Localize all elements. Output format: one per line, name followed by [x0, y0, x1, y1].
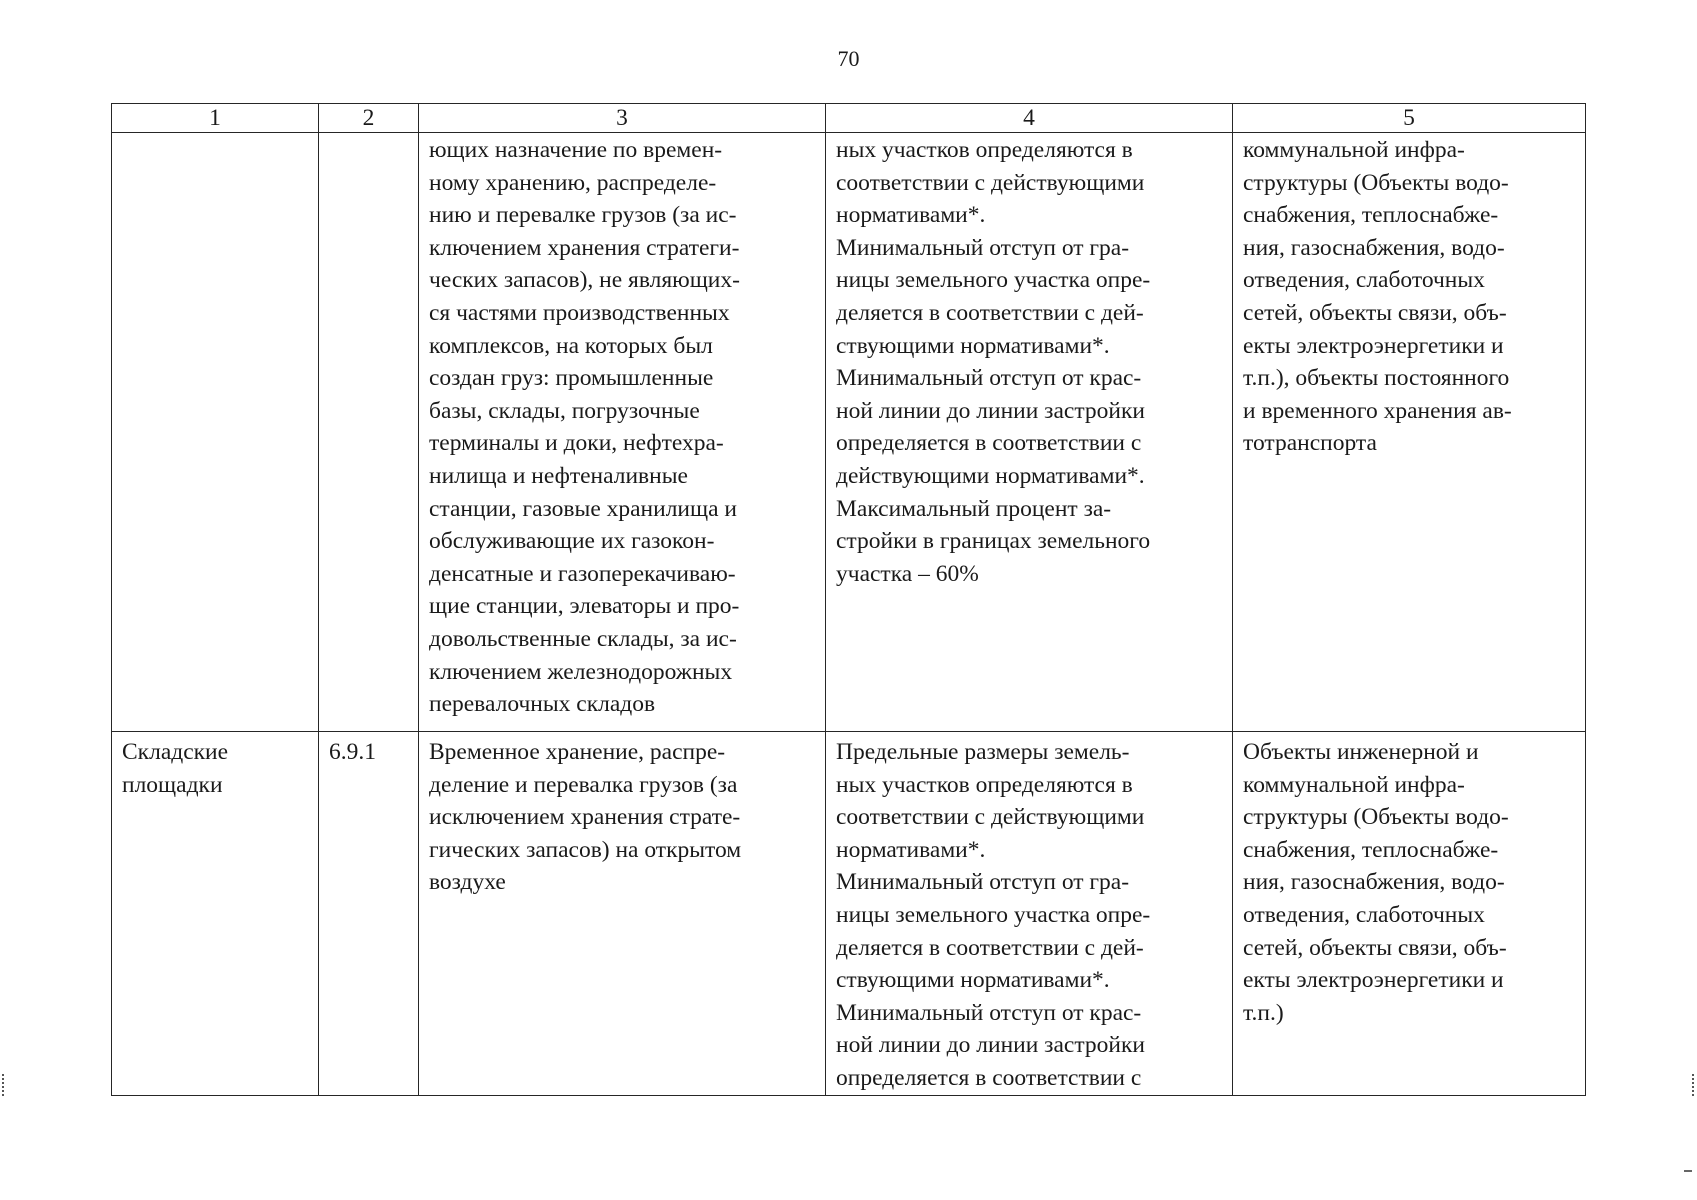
column-header-2: 2	[319, 104, 419, 133]
table-row	[112, 133, 1586, 732]
auxiliary-uses-cell	[1233, 133, 1586, 732]
use-name-cell	[112, 133, 319, 732]
parameters-cell	[826, 732, 1233, 1096]
parameters-text: ных участков определяются в соответствии с действующими нормативами*. Минимальный отступ от гра- ницы земельного участка опре- деляется в соответствии с дей- ствующими нормативами*. Минимальный отступ от крас- ной линии до линии застройки определяется в соответствии с действующими нормативами*. Максимальный процент за- стройки в границах земельного участка – 60%	[836, 137, 1151, 587]
description-text: Временное хранение, распре- деление и перевалка грузов (за исключением хранения страте- гических запасов) на открытом воздухе	[429, 739, 742, 896]
description-text: ющих назначение по времен- ному хранению, распределе- нию и перевалке грузов (за ис- ключением хранения стратеги- ческих запасов), не являющих- ся частями производственных комплексов, на которых был создан груз: промышленные базы, склады, погрузочные терминалы и доки, нефтехра- нилища и нефтеналивные станции, газовые хранилища и обслуживающие их газокон- денсатные и газоперекачиваю- щие станции, элеваторы и про- довольственные склады, за ис- ключением железнодорожных перевалочных складов	[429, 137, 740, 718]
use-code-cell	[319, 732, 419, 1096]
page-number: 70	[837, 46, 860, 71]
table-header-row	[112, 104, 1586, 133]
column-header-1: 1	[112, 104, 319, 133]
auxiliary-uses-cell	[1233, 732, 1586, 1096]
description-cell	[419, 133, 826, 732]
scan-edge-mark-left	[2, 1074, 6, 1096]
scan-edge-mark-right	[1692, 1074, 1696, 1096]
column-header-3: 3	[419, 104, 826, 133]
auxiliary-uses-text: коммунальной инфра- структуры (Объекты водо- снабжения, теплоснабже- ния, газоснабжения, водо- отведения, слаботочных сетей, объекты связи, объ- екты электроэнергетики и т.п.), объекты постоянного и временного хранения ав- тотранспорта	[1243, 137, 1512, 457]
parameters-cell	[826, 133, 1233, 732]
land-use-table	[111, 103, 1586, 1096]
table-row	[112, 732, 1586, 1096]
column-header-4: 4	[826, 104, 1233, 133]
use-name-text: Складские площадки	[122, 739, 229, 798]
parameters-text: Предельные размеры земель- ных участков определяются в соответствии с действующими нормативами*. Минимальный отступ от гра- ницы земельного участка опре- деляется в соответствии с дей- ствующими нормативами*. Минимальный отступ от крас- ной линии до линии застройки определяется в соответствии с	[836, 739, 1151, 1091]
description-cell	[419, 732, 826, 1096]
use-name-cell	[112, 732, 319, 1096]
use-code-cell	[319, 133, 419, 732]
use-code-text: 6.9.1	[329, 739, 376, 765]
auxiliary-uses-text: Объекты инженерной и коммунальной инфра- структуры (Объекты водо- снабжения, теплоснабже- ния, газоснабжения, водо- отведения, слаботочных сетей, объекты связи, объ- екты электроэнергетики и т.п.)	[1243, 739, 1509, 1026]
scan-edge-mark-bottom	[1684, 1170, 1692, 1172]
column-header-5: 5	[1233, 104, 1586, 133]
